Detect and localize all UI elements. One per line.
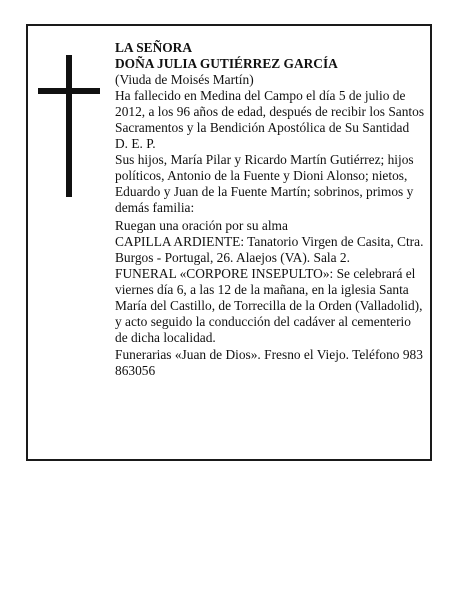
death-announcement: Ha fallecido en Medina del Campo el día 5 de julio de 2012, a los 96 años de edad, después de recibir los Santos Sacramentos y la Bendición Apostólica de Su Santidad bbox=[115, 88, 425, 135]
rip-line: D. E. P. bbox=[115, 136, 156, 151]
chapel-info: CAPILLA ARDIENTE: Tanatorio Virgen de Casita, Ctra. Burgos - Portugal, 26. Alaejos (VA). Sala 2. bbox=[115, 233, 424, 265]
notice-title: LA SEÑORA bbox=[115, 40, 193, 55]
prayer-request: Ruegan una oración por su alma bbox=[115, 217, 288, 233]
funeral-info: FUNERAL «CORPORE INSEPULTO»: Se celebrará el viernes día 6, a las 12 de la mañana, en la iglesia Santa María del Castillo, de Torrecilla de la Orden (Valladolid), y acto seguido la conducción del cadáver al cementerio de dicha localidad. bbox=[115, 265, 423, 345]
deceased-name: DOÑA JULIA GUTIÉRREZ GARCÍA bbox=[115, 56, 338, 71]
widow-line: (Viuda de Moisés Martín) bbox=[115, 72, 254, 87]
family-list: Sus hijos, María Pilar y Ricardo Martín Gutiérrez; hijos políticos, Antonio de la Fuente y Dioni Alonso; nietos, Eduardo y Juan de la Fuente Martín; sobrinos, primos y demás familia: bbox=[115, 152, 414, 215]
latin-cross-icon bbox=[38, 55, 100, 197]
obituary-text bbox=[115, 40, 425, 379]
obituary-notice bbox=[26, 24, 432, 461]
funeral-home-info: Funerarias «Juan de Dios». Fresno el Viejo. Teléfono 983 863056 bbox=[115, 347, 423, 378]
